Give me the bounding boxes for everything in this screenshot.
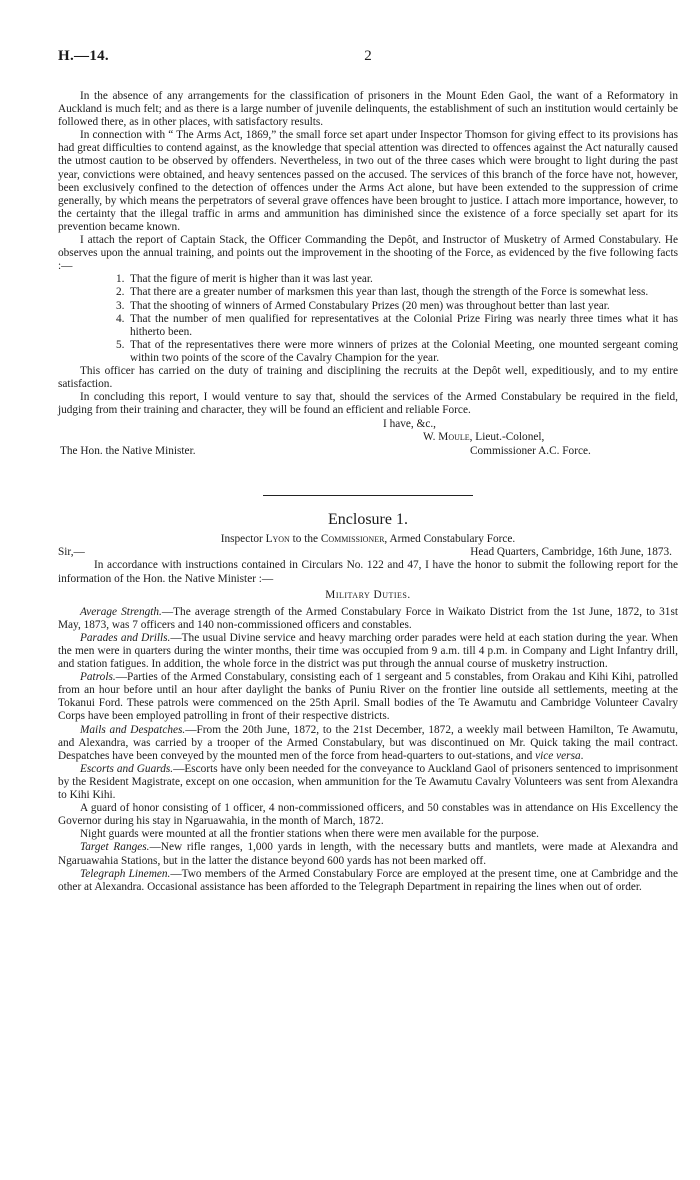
section-divider — [263, 495, 473, 496]
section-target-ranges — [58, 841, 678, 867]
section-text: —Escorts have only been needed for the conveyance to Auckland Gaol of prisoners sentenced to imprisonment by the Resident Magistrate, except on one occasion, when ammunition for the Te Awamutu Cavalry Volunteers was sent from Alexandra to Kihi Kihi. — [58, 762, 678, 802]
section-text: —New rifle ranges, 1,000 yards in length, with the necessary butts and mantlets, were made at Alexandra and Ngaruawahia Stations, but in the latter the distance beyond 600 yards has not been marked off. — [58, 841, 678, 867]
document-body — [58, 90, 678, 894]
name-surname: Moule — [438, 431, 470, 444]
salutation-line — [58, 546, 678, 559]
section-tail: . — [580, 749, 584, 762]
paragraph-conclusion: In concluding this report, I would venture to say that, should the services of the Armed Constabulary be required in the field, judging from their training and character, they will be found an efficient and reliable Force. — [58, 391, 678, 417]
paragraph-night-guards: Night guards were mounted at all the frontier stations when there were men available for the purpose. — [80, 828, 539, 841]
name-rank: , Lieut.-Colonel, — [469, 431, 545, 444]
from-recipient: Commissioner — [320, 533, 385, 546]
section-average-strength — [58, 606, 678, 632]
list-item — [58, 313, 678, 339]
section-mails — [58, 724, 678, 763]
name-initial: W. — [423, 431, 439, 444]
list-number: 2. — [116, 286, 125, 299]
salutation: Sir,— — [58, 546, 85, 559]
list-text: That there are a greater number of marksmen this year than last, though the strength of the Force is somewhat less. — [130, 286, 649, 299]
list-item — [58, 339, 678, 365]
section-text: —From the 20th June, 1872, to the 21st December, 1872, a weekly mail between Hamilton, Te Awamutu, and Alexandra, was carried by a trooper of the Armed Constabulary, but was discontinued on Mr. Quick taking the mail contract. Despatches have been conveyed by the mounted men of the force from head-quarters to out-stations, and — [58, 723, 678, 762]
section-title: Escorts and Guards. — [80, 762, 174, 775]
section-parades — [58, 632, 678, 671]
signatory-name — [423, 431, 544, 444]
from-name: Lyon — [265, 533, 290, 546]
page-header — [58, 50, 678, 72]
list-number: 3. — [116, 299, 125, 312]
document-code: H.—14. — [58, 48, 109, 64]
paragraph-reformatory: In the absence of any arrangements for the classification of prisoners in the Mount Eden Gaol, the want of a Reformatory in Auckland is much felt; and as there is a large number of juvenile delinquents, the establishment of such an institution would certainly be followed there, as in other places, with satisfactory results. — [58, 90, 678, 129]
section-italic: vice versa — [535, 749, 581, 762]
from-mid: to the — [289, 533, 321, 546]
from-suffix: , Armed Constabulary Force. — [384, 533, 516, 546]
list-item — [58, 300, 678, 313]
section-text: —Parties of the Armed Constabulary, consisting each of 1 sergeant and 5 constables, from Orakau and Kihi Kihi, patrolled from an hour before until an hour after daylight the banks of Puniu River on the frontier line outside all settlements, meeting at the Tokanui Ford. These patrols were commenced on the 25th April. Small bodies of the Te Awamutu and Cambridge Volunteer Cavalry Corps have been employed patrolling in front of their respective districts. — [58, 671, 678, 723]
facts-list — [58, 273, 678, 365]
section-title: Patrols. — [80, 671, 116, 684]
paragraph-arms-act: In connection with “ The Arms Act, 1869,” the small force set apart under Inspector Thomson for giving effect to its provisions has had great difficulties to contend against, as the knowledge that special attention was directed to offences against the Act naturally caused the utmost caution to be observed by offenders. Nevertheless, in two out of the three cases which were brought to light during the past year, convictions were obtained, and heavy sentences passed on the accused. The services of this branch of the force have not, however, been exclusively confined to the detection of offences under the Arms Act alone, but have been extended to the suppression of crime generally, by which means the perpetrators of several grave offences have been brought to justice. I attach more importance, however, to the certainty that the illegal traffic in arms and ammunition has diminished since the existence of a force specially set apart for its prevention became known. — [58, 129, 678, 233]
signature-block — [58, 417, 678, 471]
signatory-title: Commissioner A.C. Force. — [470, 445, 591, 458]
list-text: That the number of men qualified for representatives at the Colonial Prize Firing was nearly three times what it has hitherto been. — [130, 312, 678, 338]
list-number: 5. — [116, 338, 125, 351]
enclosure-intro: In accordance with instructions contained in Circulars No. 122 and 47, I have the honor to submit the following report for the information of the Hon. the Native Minister :— — [58, 559, 678, 585]
section-title: Telegraph Linemen. — [80, 867, 171, 880]
section-title: Mails and Despatches. — [80, 723, 186, 736]
enclosure-title: Enclosure 1. — [328, 511, 408, 529]
list-number: 4. — [116, 312, 125, 325]
section-text: —The usual Divine service and heavy marching order parades were held at each station during the year. When the men were in quarters during the winter months, their time was occupied from 9 a.m. till 4 p.m. in Company and Light Infantry drill, and station fatigues. In addition, the whole force in the district was put through the annual course of musketry instruction. — [58, 631, 678, 671]
section-text: —Two members of the Armed Constabulary Force are employed at the present time, one at Cambridge and the other at Alexandra. Occasional assistance has been afforded to the Telegraph Department in repairing the lines when out of order. — [58, 867, 678, 893]
addressee: The Hon. the Native Minister. — [60, 445, 196, 458]
section-title: Parades and Drills. — [80, 631, 171, 644]
paragraph-training: This officer has carried on the duty of training and disciplining the recruits at the Depôt well, expeditiously, and to my entire satisfaction. — [58, 364, 678, 391]
page-number: 2 — [364, 48, 372, 64]
paragraph-guard: A guard of honor consisting of 1 officer, 4 non-commissioned officers, and 50 constables was in attendance on His Excellency the Governor during his stay in Ngaruawahia, in the month of March, 1872. — [58, 802, 678, 828]
list-text: That the shooting of winners of Armed Constabulary Prizes (20 men) was throughout better than last year. — [130, 299, 610, 312]
section-title: Target Ranges. — [80, 841, 150, 854]
subheading: Military Duties. — [325, 588, 411, 601]
section-escorts — [58, 763, 678, 802]
list-text: That of the representatives there were more winners of prizes at the Colonial Meeting, one mounted sergeant coming within two points of the score of the Cavalry Champion for the year. — [130, 338, 678, 364]
section-telegraph — [58, 868, 678, 894]
closing: I have, &c., — [383, 418, 437, 431]
section-title: Average Strength. — [80, 605, 162, 618]
list-item — [58, 286, 678, 299]
paragraph-captain-stack: I attach the report of Captain Stack, the Officer Commanding the Depôt, and Instructor of Musketry of Armed Constabulary. He observes upon the annual training, and points out the improvement in the shooting of the Force, as evidenced by the five following facts :— — [58, 234, 678, 273]
section-text: —The average strength of the Armed Constabulary Force in Waikato District from the 1st June, 1872, to 31st May, 1873, was 7 officers and 140 non-commissioned officers and constables. — [58, 605, 678, 631]
address-date: Head Quarters, Cambridge, 16th June, 1873. — [470, 546, 672, 559]
list-number: 1. — [116, 273, 125, 286]
from-prefix: Inspector — [220, 533, 266, 546]
list-text: That the figure of merit is higher than it was last year. — [130, 273, 373, 286]
enclosure-from — [58, 533, 678, 546]
list-item — [58, 273, 678, 286]
section-patrols — [58, 671, 678, 723]
